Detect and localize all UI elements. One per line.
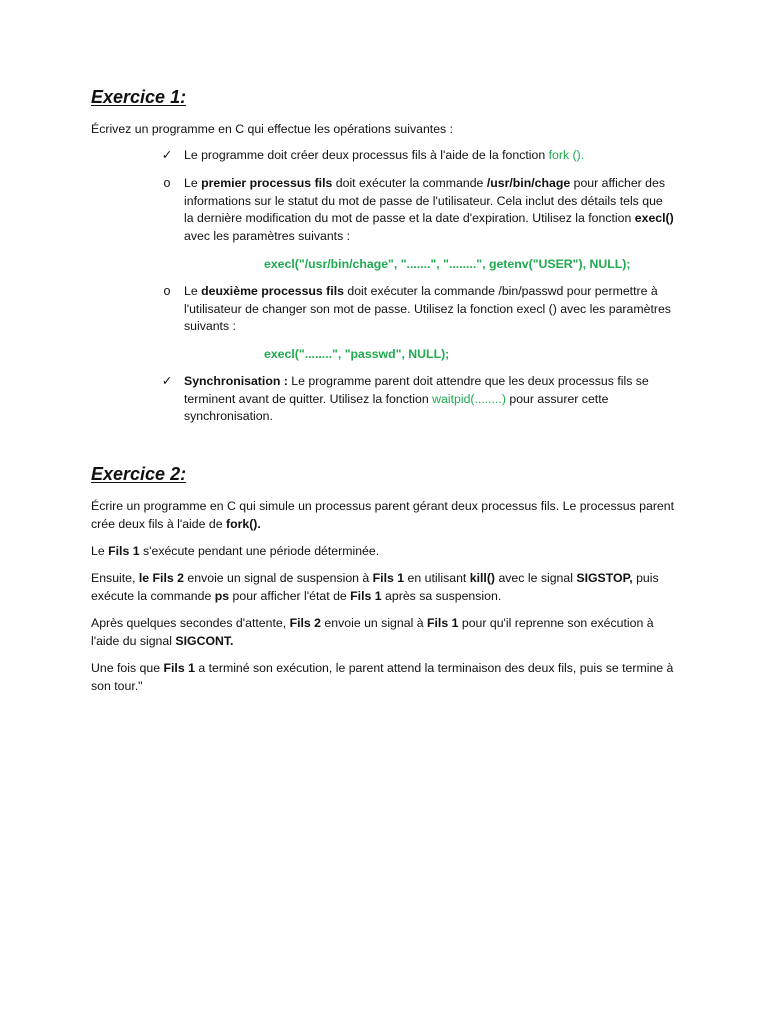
paragraph-bold: Fils 1 <box>372 571 405 585</box>
paragraph-bold: Fils 1 <box>163 661 195 675</box>
paragraph-text: Ensuite, <box>91 571 139 585</box>
paragraph-bold: kill() <box>469 571 496 585</box>
exercise-1-title: Exercice 1: <box>91 87 187 107</box>
paragraph-text: puis exécute la commande <box>91 571 659 603</box>
item-bold: /usr/bin/chage <box>486 176 571 190</box>
paragraph-bold: SIGSTOP, <box>576 571 633 585</box>
exercise-2-title: Exercice 2: <box>91 464 187 484</box>
paragraph-text: envoie un signal de suspension à <box>183 571 373 585</box>
checkmark-icon: ✓ <box>161 148 173 162</box>
fork-function: fork (). <box>548 148 585 162</box>
paragraph-text: après sa suspension. <box>381 588 502 603</box>
exercise-2-paragraph-2 <box>91 543 681 561</box>
item-bold: Synchronisation : <box>184 374 288 388</box>
paragraph-bold: Fils 1 <box>426 616 459 630</box>
paragraph-text: a terminé son exécution, le parent attend la terminaison des deux fils, puis se termine à son tour." <box>91 661 674 693</box>
item-text: pour afficher des informations sur le statut du mot de passe de l'utilisateur. Cela inclut des détails tels que la dernière modification du mot de passe et la date d'expiration. Utilisez la fonction <box>184 176 665 225</box>
exercise-2-paragraph-5 <box>91 660 681 695</box>
exercise-2-paragraph-1 <box>91 498 681 533</box>
paragraph-text: avec le signal <box>495 571 577 585</box>
exercise-1-item-1 <box>184 147 674 165</box>
paragraph-bold: Fils 1 <box>108 544 140 558</box>
paragraph-bold: Fils 2 <box>289 616 322 630</box>
exercise-1-item-4 <box>184 373 674 426</box>
paragraph-text: pour afficher l'état de <box>229 588 351 603</box>
execl-passwd-code: execl("........", "passwd", NULL); <box>264 347 450 361</box>
paragraph-text: envoie un signal à <box>321 616 427 630</box>
paragraph-bold: Fils 1 <box>350 588 382 603</box>
item-text: doit exécuter la commande <box>332 176 487 190</box>
paragraph-text: Une fois que <box>91 661 164 675</box>
paragraph-text: Après quelques secondes d'attente, <box>91 616 290 630</box>
waitpid-function: waitpid(........) <box>432 391 506 406</box>
paragraph-text: Le <box>91 544 109 558</box>
item-text: pour assurer cette synchronisation. <box>184 391 609 423</box>
item-bold: deuxième processus fils <box>201 284 344 298</box>
paragraph-text: s'exécute pendant une période déterminée. <box>139 544 380 558</box>
item-text: Le programme doit créer deux processus fils à l'aide de la fonction <box>184 148 549 162</box>
item-bold: execl() <box>634 211 674 225</box>
item-text: Le programme parent doit attendre que les deux processus fils se terminent avant de quitter. Utilisez la fonction <box>184 374 649 406</box>
checkmark-icon: ✓ <box>161 374 173 388</box>
paragraph-bold: ps <box>214 588 230 603</box>
paragraph-text: en utilisant <box>404 571 470 585</box>
item-text: doit exécuter la commande /bin/passwd pour permettre à l'utilisateur de changer son mot de passe. Utilisez la fonction execl () avec les paramètres suivants : <box>184 284 671 333</box>
item-bold: premier processus fils <box>201 176 333 190</box>
item-text: Le <box>184 176 202 190</box>
execl-chage-code: execl("/usr/bin/chage", ".......", "........", getenv("USER"), NULL); <box>264 257 631 271</box>
exercise-2-paragraph-4 <box>91 615 681 650</box>
exercise-1-intro: Écrivez un programme en C qui effectue les opérations suivantes : <box>91 122 454 136</box>
paragraph-text: Écrire un programme en C qui simule un processus parent gérant deux processus fils. Le processus parent crée deux fils à l'aide de <box>91 499 675 531</box>
exercise-1-item-3 <box>184 283 674 336</box>
item-text: Le <box>184 284 202 298</box>
circle-bullet-icon: o <box>163 284 171 298</box>
paragraph-bold: le Fils 2 <box>138 571 184 585</box>
exercise-1-item-2 <box>184 175 674 245</box>
item-text: avec les paramètres suivants : <box>184 228 351 243</box>
paragraph-bold: fork(). <box>225 516 261 531</box>
circle-bullet-icon: o <box>163 176 171 190</box>
paragraph-bold: SIGCONT. <box>175 633 234 648</box>
exercise-2-paragraph-3 <box>91 570 681 605</box>
paragraph-text: pour qu'il reprenne son exécution à l'aide du signal <box>91 616 654 648</box>
